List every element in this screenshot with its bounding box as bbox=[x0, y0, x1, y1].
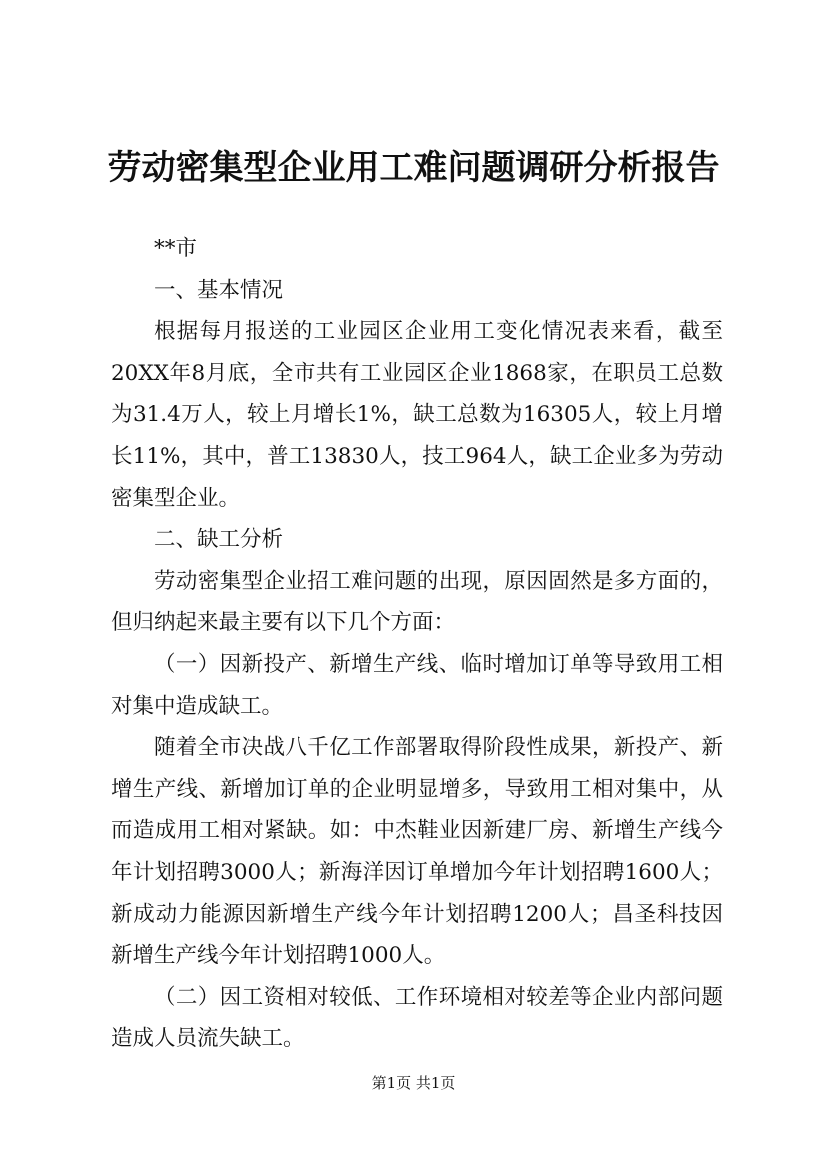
paragraph-analysis-intro: 劳动密集型企业招工难问题的出现，原因固然是多方面的，但归纳起来最主要有以下几个方面： bbox=[111, 568, 723, 636]
paragraph-basic-situation: 根据每月报送的工业园区企业用工变化情况表来看，截至20XX年8月底，全市共有工业园区企业1868家，在职员工总数为31.4万人，较上月增长1%，缺工总数为16305人，较上月增长11%，其中，普工13830人，技工964人，缺工企业多为劳动密集型企业。 bbox=[111, 319, 723, 511]
subheading-reason-2: （二）因工资相对较低、工作环境相对较差等企业内部问题造成人员流失缺工。 bbox=[111, 984, 723, 1052]
subheading-reason-1: （一）因新投产、新增生产线、临时增加订单等导致用工相对集中造成缺工。 bbox=[111, 651, 723, 719]
document-body bbox=[111, 228, 723, 1060]
city-line: **市 bbox=[154, 236, 198, 261]
section-heading-basic: 一、基本情况 bbox=[154, 277, 284, 303]
page-footer: 第1页 共1页 bbox=[371, 1074, 456, 1092]
paragraph-reason-1: 随着全市决战八千亿工作部署取得阶段性成果，新投产、新增生产线、新增加订单的企业明显增多，导致用工相对集中，从而造成用工相对紧缺。如：中杰鞋业因新建厂房、新增生产线今年计划招聘3000人；新海洋因订单增加今年计划招聘1600人；新成动力能源因新增生产线今年计划招聘1200人；昌圣科技因新增生产线今年计划招聘1000人。 bbox=[111, 735, 723, 969]
section-heading-analysis: 二、缺工分析 bbox=[154, 527, 284, 553]
document-title: 劳动密集型企业用工难问题调研分析报告 bbox=[107, 148, 720, 188]
